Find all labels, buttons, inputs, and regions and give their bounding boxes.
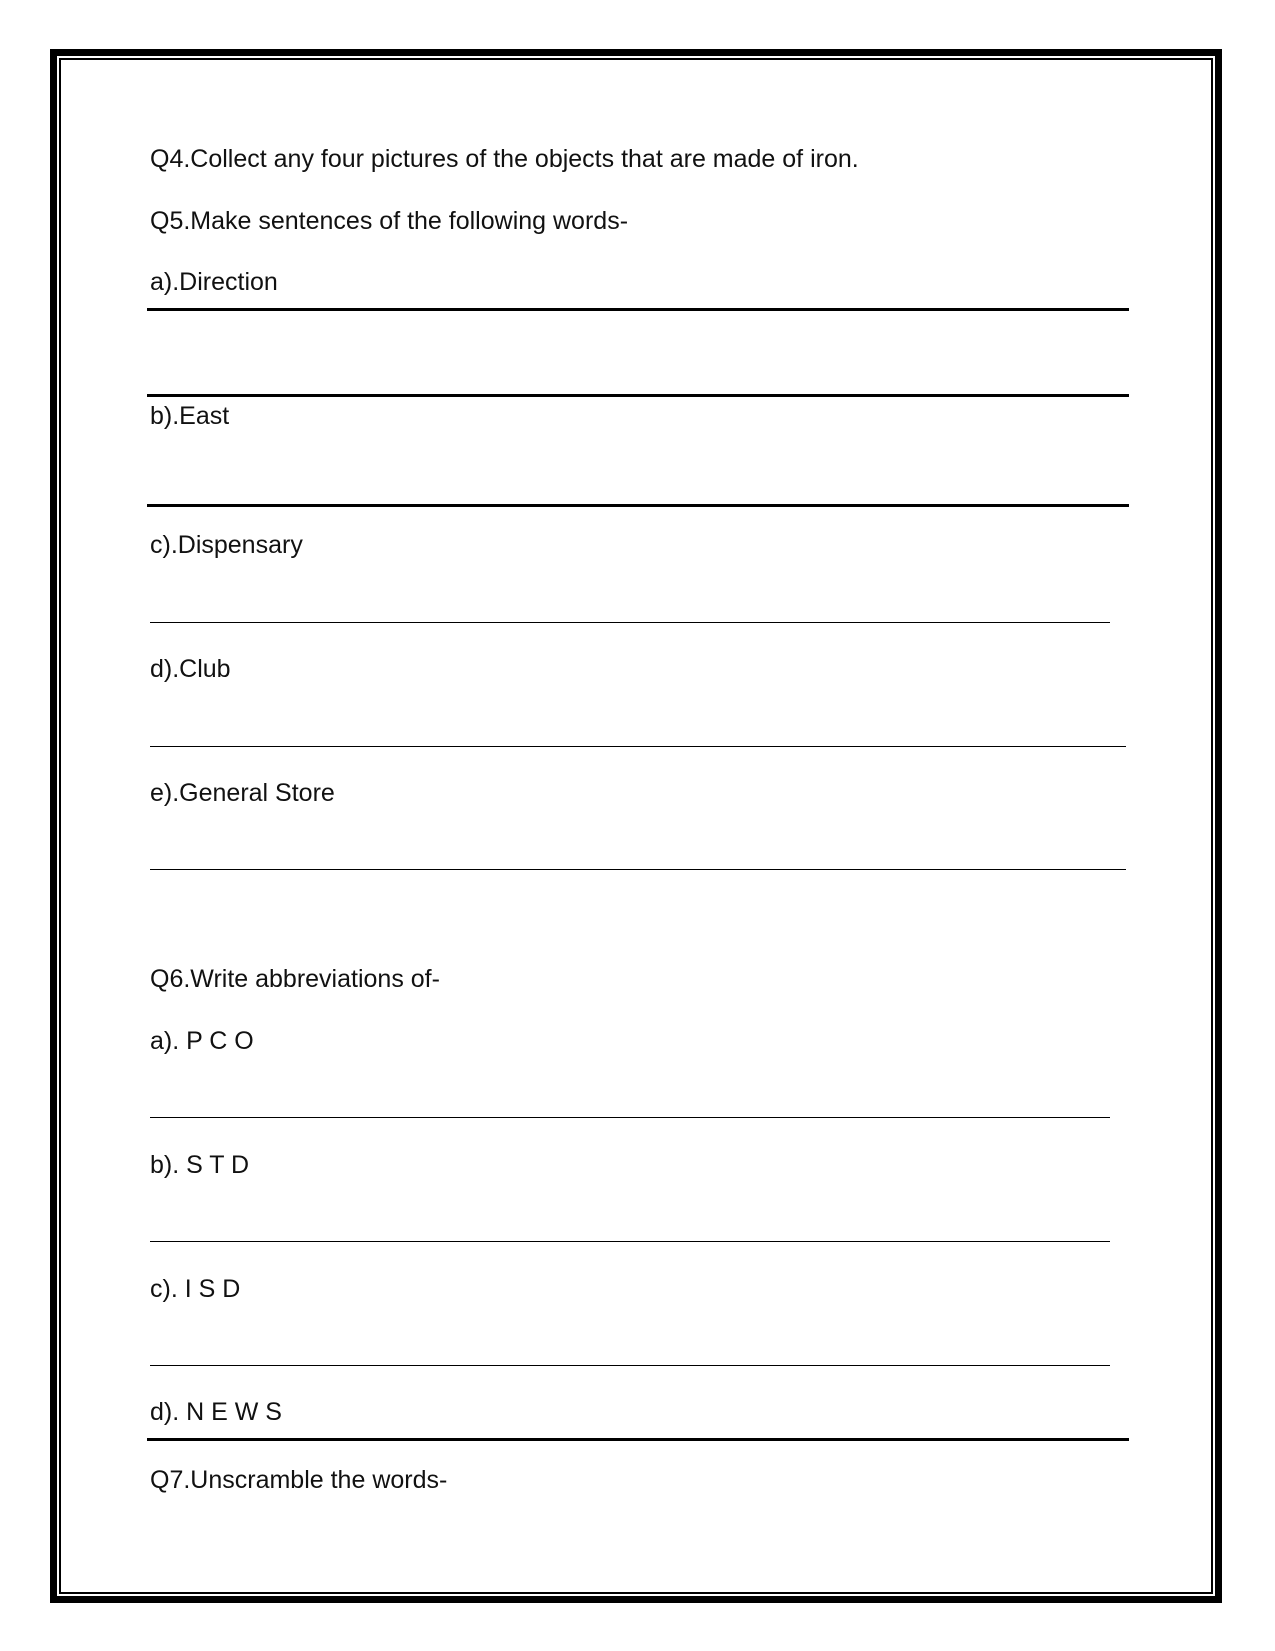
q6-item-b-answer-line[interactable] — [150, 1241, 1110, 1242]
q5-item-e-answer-line[interactable] — [150, 869, 1126, 870]
q6-item-b-label: b). S T D — [150, 1151, 250, 1179]
question-5: Q5.Make sentences of the following words- — [150, 207, 629, 235]
q5-item-c-answer-line[interactable] — [150, 622, 1110, 623]
question-7: Q7.Unscramble the words- — [150, 1466, 448, 1494]
q6-item-c-answer-line[interactable] — [150, 1365, 1110, 1366]
q5-item-a-label: a).Direction — [150, 268, 278, 296]
q5-item-a-answer-line-2[interactable] — [147, 394, 1129, 397]
q6-item-a-answer-line[interactable] — [150, 1117, 1110, 1118]
q5-item-d-answer-line[interactable] — [150, 746, 1126, 747]
question-6: Q6.Write abbreviations of- — [150, 965, 440, 993]
q6-item-c-label: c). I S D — [150, 1275, 241, 1303]
q5-item-d-label: d).Club — [150, 655, 231, 683]
q5-item-e-label: e).General Store — [150, 779, 335, 807]
q5-item-a-answer-line-1[interactable] — [147, 308, 1129, 311]
q5-item-c-label: c).Dispensary — [150, 531, 303, 559]
q5-item-b-label: b).East — [150, 402, 230, 430]
q6-item-d-answer-line[interactable] — [147, 1438, 1129, 1441]
q6-item-a-label: a). P C O — [150, 1027, 254, 1055]
q6-item-d-label: d). N E W S — [150, 1398, 282, 1426]
question-4: Q4.Collect any four pictures of the objects that are made of iron. — [150, 145, 859, 173]
q5-item-b-answer-line[interactable] — [147, 504, 1129, 507]
